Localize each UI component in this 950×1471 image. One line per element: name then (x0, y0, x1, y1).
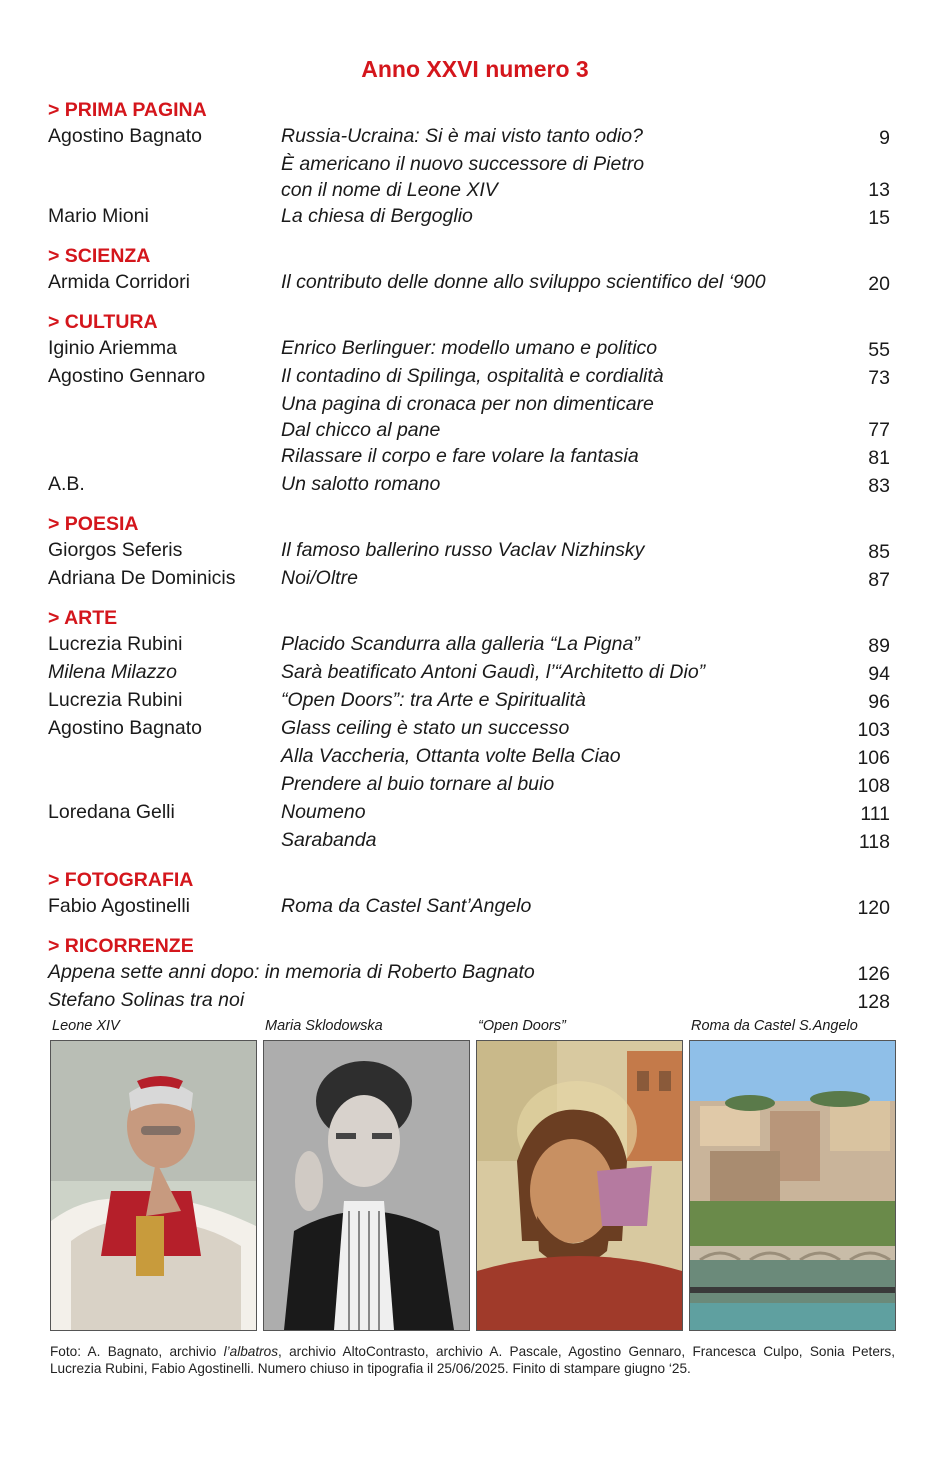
entry-title (281, 799, 820, 825)
entry-page-number: 106 (857, 747, 890, 769)
entry-title-line: Noumeno (281, 801, 366, 823)
toc-entry (48, 471, 890, 499)
entry-page-number: 118 (858, 831, 890, 853)
entry-author: A.B. (48, 473, 85, 495)
cityscape-photo (689, 1040, 896, 1331)
painting-illustration (477, 1041, 682, 1330)
entry-title (281, 203, 820, 229)
entry-title-line: Russia-Ucraina: Si è mai visto tanto odio? (281, 125, 643, 147)
entry-title (48, 959, 820, 985)
entry-author: Agostino Gennaro (48, 365, 206, 387)
entry-page-number: 9 (879, 127, 890, 149)
entry-title-line: Placido Scandurra alla galleria “La Pigna” (281, 633, 640, 655)
toc-entry (48, 203, 890, 231)
entry-title (281, 443, 820, 469)
toc-entry (48, 565, 890, 593)
entry-title-line: Noi/Oltre (281, 567, 358, 589)
toc-entry (48, 335, 890, 363)
entry-page-number: 81 (868, 447, 890, 469)
toc-entry (48, 959, 890, 987)
entry-page-number: 20 (868, 273, 890, 295)
entry-title-line: Prendere al buio tornare al buio (281, 773, 555, 795)
painting-photo (476, 1040, 683, 1331)
toc-entry (48, 743, 890, 771)
entry-title (281, 391, 820, 443)
photo-caption: “Open Doors” (478, 1018, 566, 1034)
entry-page-number: 85 (868, 541, 890, 563)
toc-entry (48, 893, 890, 921)
toc-entry (48, 987, 890, 1015)
entry-title-line: Glass ceiling è stato un successo (281, 717, 570, 739)
entry-title (281, 537, 820, 563)
entry-title (281, 335, 820, 361)
toc-entry (48, 659, 890, 687)
toc-entry (48, 391, 890, 443)
entry-title (281, 269, 820, 295)
entry-title-line: “Open Doors”: tra Arte e Spiritualità (281, 689, 586, 711)
entry-page-number: 13 (868, 179, 890, 201)
toc-entry (48, 269, 890, 297)
entry-page-number: 15 (868, 207, 890, 229)
entry-author: Lucrezia Rubini (48, 689, 183, 711)
entry-title-line: Sarà beatificato Antoni Gaudì, l’“Architetto di Dio” (281, 661, 706, 683)
entry-page-number: 103 (857, 719, 890, 741)
entry-title (48, 987, 820, 1013)
entry-author: Adriana De Dominicis (48, 567, 236, 589)
toc-entry (48, 799, 890, 827)
entry-page-number: 77 (868, 419, 890, 441)
credits-italic: l’albatros (223, 1344, 279, 1359)
entry-title (281, 151, 820, 203)
entry-title-line: Roma da Castel Sant’Angelo (281, 895, 532, 917)
photo-caption: Maria Sklodowska (265, 1018, 383, 1034)
entry-title-line: Rilassare il corpo e fare volare la fantasia (281, 445, 639, 467)
photo-roma (689, 1016, 896, 1331)
toc-entry (48, 687, 890, 715)
entry-title-line: Il famoso ballerino russo Vaclav Nizhinsky (281, 539, 645, 561)
entry-title (281, 687, 820, 713)
issue-title: Anno XXVI numero 3 (361, 56, 589, 82)
entry-title (281, 631, 820, 657)
entry-title (281, 363, 820, 389)
entry-title (281, 565, 820, 591)
photo-leone (50, 1016, 257, 1331)
photo-open-doors (476, 1016, 683, 1331)
entry-title (281, 715, 820, 741)
entry-title-line: La chiesa di Bergoglio (281, 205, 473, 227)
entry-page-number: 96 (868, 691, 890, 713)
section-heading: > RICORRENZE (48, 935, 194, 957)
photo-caption: Leone XIV (52, 1018, 120, 1034)
section-heading: > CULTURA (48, 311, 158, 333)
section-heading: > FOTOGRAFIA (48, 869, 194, 891)
entry-title-line: Dal chicco al pane (281, 419, 441, 441)
entry-page-number: 94 (868, 663, 890, 685)
photo-credits (50, 1343, 895, 1377)
table-of-contents (48, 98, 890, 1015)
entry-title-line: Una pagina di cronaca per non dimenticare (281, 393, 654, 415)
entry-author: Mario Mioni (48, 205, 149, 227)
portrait-pope-photo (50, 1040, 257, 1331)
entry-page-number: 89 (868, 635, 890, 657)
entry-page-number: 128 (857, 991, 890, 1013)
entry-title-line: È americano il nuovo successore di Pietro (281, 153, 645, 175)
toc-entry (48, 123, 890, 151)
entry-title-line: Alla Vaccheria, Ottanta volte Bella Ciao (281, 745, 621, 767)
entry-author: Armida Corridori (48, 271, 190, 293)
toc-entry (48, 537, 890, 565)
entry-page-number: 55 (868, 339, 890, 361)
section-heading: > SCIENZA (48, 245, 151, 267)
entry-title-line: con il nome di Leone XIV (281, 179, 498, 201)
entry-page-number: 111 (860, 803, 890, 825)
entry-title-line: Stefano Solinas tra noi (48, 989, 245, 1011)
entry-title-line: Il contributo delle donne allo sviluppo scientifico del ‘900 (281, 271, 766, 293)
sklodowska-illustration (264, 1041, 469, 1330)
entry-title (281, 123, 820, 149)
entry-title (281, 827, 820, 853)
entry-page-number: 120 (857, 897, 890, 919)
entry-author: Iginio Ariemma (48, 337, 177, 359)
section-heading: > PRIMA PAGINA (48, 99, 207, 121)
section-heading: > ARTE (48, 607, 118, 629)
toc-entry (48, 363, 890, 391)
entry-page-number: 87 (868, 569, 890, 591)
entry-title-line: Enrico Berlinguer: modello umano e politico (281, 337, 658, 359)
toc-entry (48, 715, 890, 743)
portrait-woman-photo (263, 1040, 470, 1331)
entry-title (281, 659, 820, 685)
toc-entry (48, 631, 890, 659)
entry-title (281, 893, 820, 919)
pope-illustration (51, 1041, 256, 1330)
cityscape-illustration (690, 1041, 895, 1330)
entry-author: Agostino Bagnato (48, 125, 202, 147)
entry-author: Agostino Bagnato (48, 717, 202, 739)
entry-page-number: 73 (868, 367, 890, 389)
entry-title (281, 471, 820, 497)
toc-entry (48, 443, 890, 471)
credits-prefix: Foto: A. Bagnato, archivio (50, 1344, 224, 1359)
toc-entry (48, 827, 890, 855)
entry-author: Milena Milazzo (48, 661, 177, 683)
entry-title-line: Appena sette anni dopo: in memoria di Roberto Bagnato (48, 961, 535, 983)
section-heading: > POESIA (48, 513, 139, 535)
toc-entry (48, 771, 890, 799)
entry-title (281, 771, 820, 797)
photo-caption: Roma da Castel S.Angelo (691, 1018, 858, 1034)
toc-entry (48, 151, 890, 203)
entry-page-number: 83 (868, 475, 890, 497)
entry-page-number: 126 (857, 963, 890, 985)
entry-author: Giorgos Seferis (48, 539, 183, 561)
entry-title-line: Il contadino di Spilinga, ospitalità e cordialità (281, 365, 664, 387)
entry-author: Loredana Gelli (48, 801, 175, 823)
photo-sklodowska (263, 1016, 470, 1331)
entry-author: Lucrezia Rubini (48, 633, 183, 655)
credits-suffix: , archivio AltoContrasto, archivio A. Pascale, Agostino Gennaro, Francesca Culpo, Sonia Peters, Lucrezia Rubini, Fabio Agostinelli. Numero chiuso in tipografia il 25/06/2025. Finito di stampare giugno ‘25. (50, 1344, 895, 1376)
entry-title-line: Sarabanda (281, 829, 377, 851)
entry-title-line: Un salotto romano (281, 473, 441, 495)
entry-page-number: 108 (857, 775, 890, 797)
entry-title (281, 743, 820, 769)
entry-author: Fabio Agostinelli (48, 895, 191, 917)
